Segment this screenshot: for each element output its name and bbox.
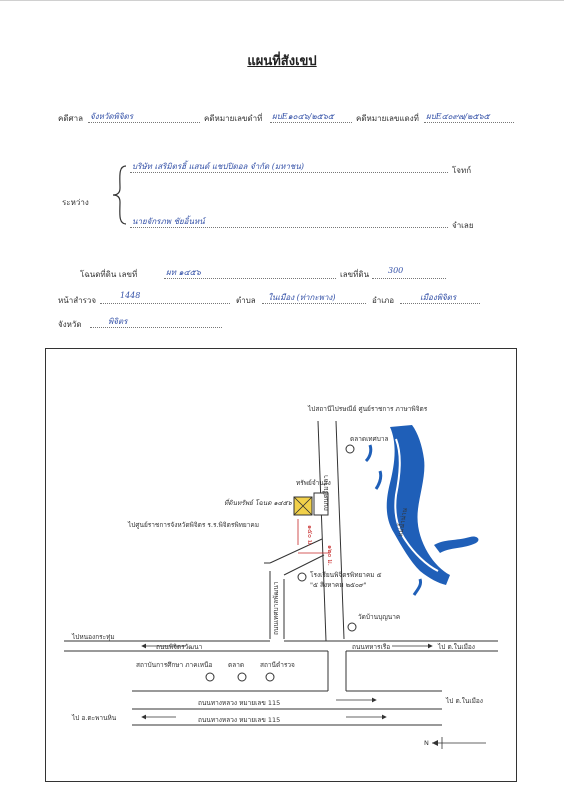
deed-value: ผท ๑๔๕๖ (166, 268, 201, 277)
river-mark-3 (414, 579, 421, 595)
land-no-label: เลขที่ดิน (340, 270, 370, 279)
deed-dots (164, 278, 336, 279)
black-no-value: ผบE๑๐๔๖/๒๕๖๕ (272, 112, 334, 121)
black-no-dots (270, 122, 352, 123)
district-label: อำเภอ (372, 296, 395, 305)
poi-3-icon (266, 673, 274, 681)
temple-icon (348, 623, 356, 631)
poi-2-icon (238, 673, 246, 681)
to-right-mid-label: ไป ต.ในเมือง (438, 643, 475, 651)
temple-label: วัดบ้านบุญนาค (358, 613, 401, 621)
road-right-mid-label: ถนนทหารเรือ (352, 643, 391, 651)
between-label: ระหว่าง (62, 198, 89, 207)
map-frame (45, 348, 517, 782)
river-branch (434, 536, 478, 553)
defendant-role: จำเลย (452, 221, 474, 230)
court-label: คดีศาล (58, 114, 84, 123)
poi-2-label: ตลาด (228, 661, 245, 669)
road-115-a-label: ถนนทางหลวง หมายเลข 115 (198, 699, 281, 707)
road-vertical-left-edge (318, 421, 326, 641)
district-dots (400, 303, 480, 304)
near-label: ตลาดเทศบาล (350, 435, 389, 443)
road-vertical-2-label: ถนนเทศบาลพัฒนา (272, 581, 280, 635)
road-115-b-label: ถนนทางหลวง หมายเลข 115 (198, 716, 281, 724)
land-no-dots (372, 278, 446, 279)
land-no-value: 300 (388, 266, 404, 275)
river-mark-1 (366, 445, 371, 461)
poi-3-label: สถานีตำรวจ (260, 661, 295, 669)
court-value: จังหวัดพิจิตร (90, 112, 134, 121)
deed-label: โฉนดที่ดิน เลขที่ (80, 270, 138, 279)
black-no-label: คดีหมายเลขดำที่ (204, 114, 263, 123)
poi-1-icon (206, 673, 214, 681)
poi-1-label: สถาบันการศึกษา ภาคเหนือ (136, 661, 213, 669)
plaintiff-role: โจทก์ (452, 166, 472, 175)
red-no-label: คดีหมายเลขแดงที่ (356, 114, 419, 123)
to-left-upper-label: ไปศูนย์ราชการจังหวัดพิจิตร ร.ร.พิจิตรพิทยาคม (128, 521, 259, 529)
to-top-label: ไปสถานีไปรษณีย์ ศูนย์ราชการ ภาษาพิจิตร (308, 405, 428, 413)
sketch-map (46, 349, 518, 783)
page-title: แผนที่สังเขป (247, 54, 317, 69)
road-vertical-label: ถนนศรีมาลา (322, 474, 330, 511)
road-left-mid-label: ถนนพิจิตรวัฒนา (156, 643, 203, 651)
province-dots (90, 327, 222, 328)
province-value: พิจิตร (108, 317, 128, 326)
poi-near-icon (346, 445, 354, 453)
defendant-dots (130, 227, 448, 228)
subdistrict-label: ตำบล (236, 296, 256, 305)
plaintiff-dots (130, 172, 448, 173)
deed-mark: ที่ดินทรัพย์ โฉนด ๑๔๕๖ (224, 499, 292, 507)
district-value: เมืองพิจิตร (420, 293, 457, 302)
road-vertical-right-edge (336, 421, 344, 639)
north-arrow-head (432, 740, 438, 746)
school-icon (298, 573, 306, 581)
subdistrict-value: ในเมือง (ท่ากะพาง) (268, 293, 336, 302)
survey-dots (100, 303, 230, 304)
red-no-dots (424, 122, 514, 123)
distance-red-a: ๑๕๐ ม. (306, 525, 314, 547)
river-label: แม่น้ำน่าน (396, 507, 410, 538)
to-left-low-label: ไป อ.ตะพานหิน (72, 714, 117, 722)
north-label: N (424, 739, 429, 747)
survey-value: 1448 (120, 291, 141, 300)
distance-red-b: ๑๒๐ ม. (326, 545, 334, 566)
to-left-mid-label: ไปหนองกระทุ่ม (72, 633, 115, 641)
house-label: ทรัพย์จำนอง (296, 479, 331, 487)
red-no-value: ผบE๔๐๙๗/๒๕๖๕ (426, 112, 490, 121)
river-mark-2 (376, 471, 381, 489)
school-sub: "๕ สิงหาคม ๒๕๐๙" (310, 581, 367, 589)
plaintiff-value: บริษัท เสริมิตรฮิ้ แสนด์ แชปปิตอล จำกัด (มหาชน) (132, 162, 304, 171)
court-dots (88, 122, 200, 123)
survey-label: หน้าสำรวจ (58, 296, 97, 305)
school-label: โรงเรียนพิจิตรพิทยาคม ๕ (310, 571, 382, 579)
page-top-edge (0, 0, 564, 1)
defendant-value: นายจักรภพ ชัยอิ้นหน์ (132, 217, 205, 226)
subdistrict-dots (262, 303, 366, 304)
to-right-low-label: ไป ต.ในเมือง (446, 697, 483, 705)
province-label: จังหวัด (58, 320, 82, 329)
brace-icon (110, 164, 130, 226)
